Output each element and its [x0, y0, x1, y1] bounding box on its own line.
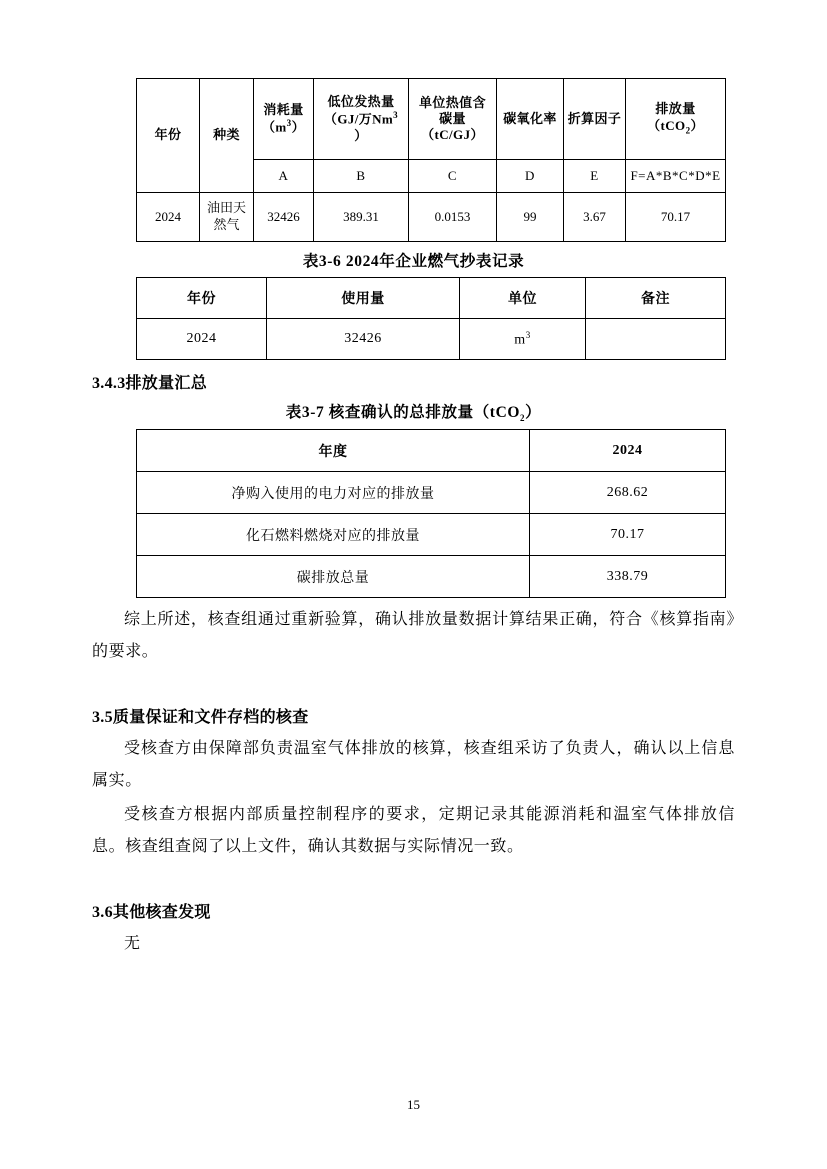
emission-line3: ）	[690, 117, 704, 133]
table-row	[137, 514, 726, 556]
unit-sup: 3	[525, 329, 531, 340]
paragraph-qa-1: 受核查方由保障部负责温室气体排放的核算，核查组采访了负责人，确认以上信息属实。	[92, 740, 735, 790]
cell-item-electricity: 净购入使用的电力对应的排放量	[137, 472, 530, 514]
col-header-usage: 使用量	[267, 278, 460, 319]
cell-value-electricity: 268.62	[530, 472, 726, 514]
carbon-line1: 单位热值含	[418, 94, 486, 110]
page-number: 15	[407, 1097, 420, 1112]
paragraph-other-findings: 无	[124, 935, 141, 953]
consumption-sup: 3	[286, 118, 292, 129]
table-header-row	[137, 278, 726, 319]
symbol-f: F=A*B*C*D*E	[626, 160, 726, 193]
consumption-line3: ）	[291, 119, 305, 135]
emission-sub: 2	[685, 125, 691, 136]
cell-unit	[460, 319, 586, 360]
col-header-item: 年度	[137, 430, 530, 472]
cell-emission: 70.17	[626, 193, 726, 242]
cell-type: 油田天然气	[200, 193, 254, 242]
ncv-line3: ）	[354, 127, 368, 143]
ncv-line2: （GJ/万Nm	[323, 111, 394, 127]
section-heading-35: 3.5质量保证和文件存档的核查	[92, 709, 309, 727]
cell-value-total: 338.79	[530, 556, 726, 598]
col-header-year: 2024	[530, 430, 726, 472]
cell-year: 2024	[137, 319, 267, 360]
cell-remark	[586, 319, 726, 360]
symbol-c: C	[409, 160, 497, 193]
table-row	[137, 193, 726, 242]
symbol-a: A	[254, 160, 314, 193]
carbon-line2: 碳量	[439, 110, 466, 126]
meter-table-caption: 表3-6 2024年企业燃气抄表记录	[302, 253, 525, 270]
paragraph-conclusion: 综上所述，核查组通过重新验算，确认排放量数据计算结果正确，符合《核算指南》的要求。	[92, 611, 735, 661]
cell-consumption: 32426	[254, 193, 314, 242]
symbol-d: D	[497, 160, 564, 193]
col-header-remark: 备注	[586, 278, 726, 319]
total-caption-line1: 表3-7 核查确认的总排放量（tCO	[285, 404, 521, 421]
cell-usage: 32426	[267, 319, 460, 360]
table-row	[137, 472, 726, 514]
emission-line1: 排放量	[655, 101, 696, 117]
cell-value-fossil-fuel: 70.17	[530, 514, 726, 556]
section-heading-36: 3.6其他核查发现	[92, 904, 211, 922]
spacer	[92, 668, 735, 694]
col-header-carbon-content	[409, 79, 497, 160]
fuel-emission-table	[136, 78, 726, 242]
section-heading-343: 3.4.3排放量汇总	[92, 375, 208, 392]
cell-year: 2024	[137, 193, 200, 242]
emission-line2: （tCO	[647, 117, 686, 133]
total-caption-sub: 2	[520, 413, 526, 424]
ncv-line1: 低位发热量	[327, 93, 395, 109]
col-header-emission	[626, 79, 726, 160]
carbon-line3: （tC/GJ）	[421, 127, 484, 143]
cell-ncv: 389.31	[314, 193, 409, 242]
cell-carbon: 0.0153	[409, 193, 497, 242]
total-table-caption	[92, 400, 735, 423]
col-header-consumption	[254, 79, 314, 160]
table-row	[137, 319, 726, 360]
spacer	[92, 863, 735, 889]
cell-oxidation: 99	[497, 193, 564, 242]
col-header-factor: 折算因子	[564, 79, 626, 160]
total-caption-line2: ）	[525, 404, 542, 421]
col-header-unit: 单位	[460, 278, 586, 319]
symbol-e: E	[564, 160, 626, 193]
col-header-ncv	[314, 79, 409, 160]
gas-meter-table	[136, 277, 726, 360]
col-header-year: 年份	[137, 278, 267, 319]
table-header-row	[137, 79, 726, 160]
col-header-year: 年份	[137, 79, 200, 193]
consumption-line1: 消耗量	[263, 102, 304, 118]
table-row	[137, 556, 726, 598]
paragraph-qa-2: 受核查方根据内部质量控制程序的要求，定期记录其能源消耗和温室气体排放信息。核查组查阅了以上文件，确认其数据与实际情况一致。	[92, 806, 735, 856]
col-header-oxidation: 碳氧化率	[497, 79, 564, 160]
symbol-b: B	[314, 160, 409, 193]
col-header-type: 种类	[200, 79, 254, 193]
cell-item-fossil-fuel: 化石燃料燃烧对应的排放量	[137, 514, 530, 556]
table-header-row	[137, 430, 726, 472]
cell-item-total: 碳排放总量	[137, 556, 530, 598]
ncv-sup: 3	[393, 110, 399, 121]
cell-factor: 3.67	[564, 193, 626, 242]
unit-main: m	[514, 332, 526, 348]
consumption-line2: （m	[262, 119, 287, 135]
total-emission-table	[136, 429, 726, 598]
